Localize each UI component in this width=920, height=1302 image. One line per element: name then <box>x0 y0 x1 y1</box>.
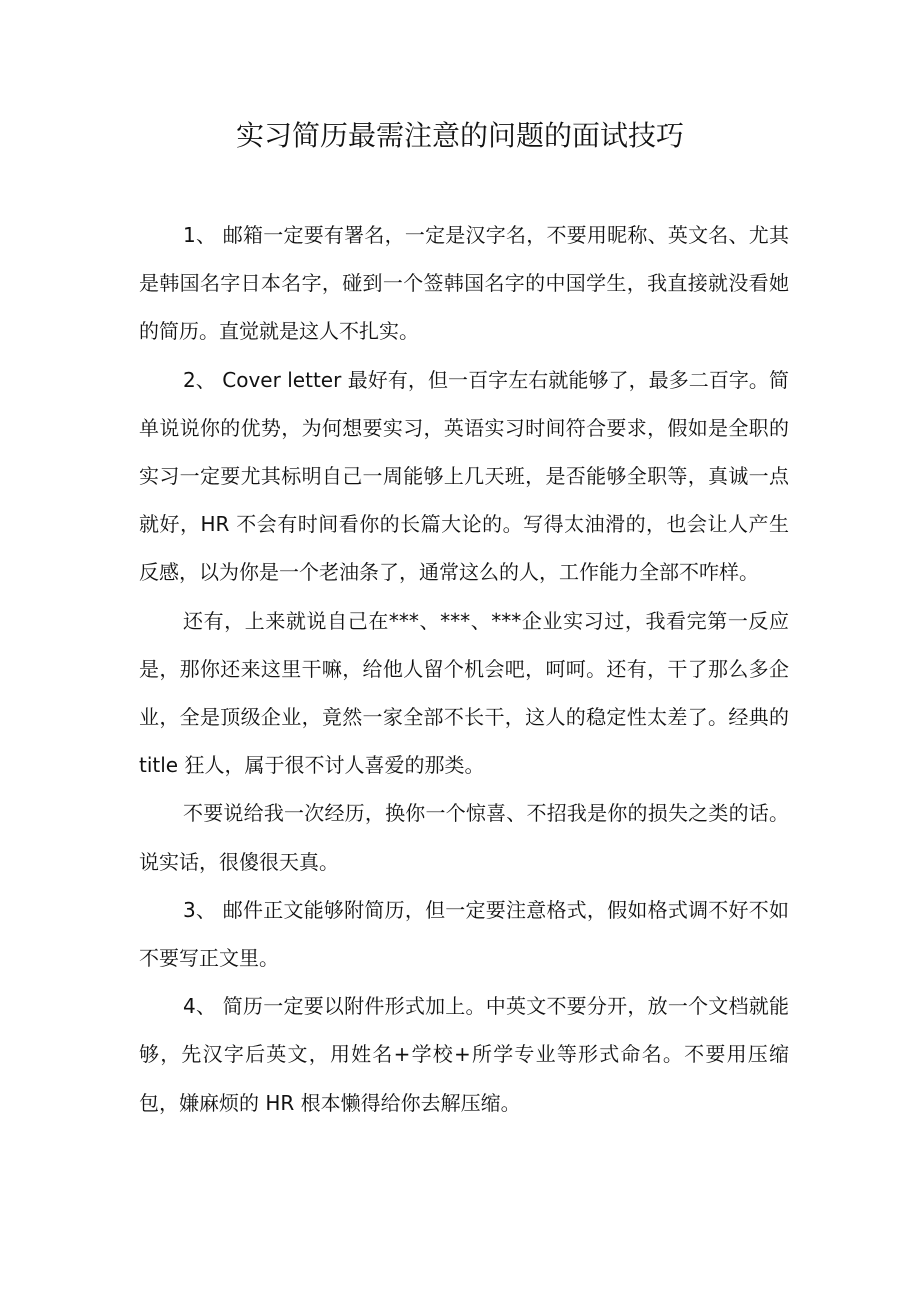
document-body <box>139 211 789 1127</box>
paragraph-3: 还有，上来就说自己在***、***、***企业实习过，我看完第一反应是，那你还来这里干嘛，给他人留个机会吧，呵呵。还有，干了那么多企业，全是顶级企业，竟然一家全部不长干，这人的稳定性太差了。经典的 title 狂人，属于很不讨人喜爱的那类。 <box>139 608 789 778</box>
paragraph-5: 3、 邮件正文能够附简历，但一定要注意格式，假如格式调不好不如不要写正文里。 <box>139 897 789 971</box>
paragraph-1: 1、 邮箱一定要有署名，一定是汉字名，不要用昵称、英文名、尤其是韩国名字日本名字，碰到一个签韩国名字的中国学生，我直接就没看她的简历。直觉就是这人不扎实。 <box>139 223 789 344</box>
paragraph-2: 2、 Cover letter 最好有，但一百字左右就能够了，最多二百字。简单说说你的优势，为何想要实习，英语实习时间符合要求，假如是全职的实习一定要尤其标明自己一周能够上几天班，是否能够全职等，真诚一点就好，HR 不会有时间看你的长篇大论的。写得太油滑的，也会让人产生反感，以为你是一个老油条了，通常这么的人，工作能力全部不咋样。 <box>139 367 789 585</box>
document-title: 实习简历最需注意的问题的面试技巧 <box>235 119 684 152</box>
paragraph-4: 不要说给我一次经历，换你一个惊喜、不招我是你的损失之类的话。说实话，很傻很天真。 <box>139 801 789 874</box>
paragraph-6: 4、 简历一定要以附件形式加上。中英文不要分开，放一个文档就能够，先汉字后英文，用姓名+学校+所学专业等形式命名。不要用压缩包，嫌麻烦的 HR 根本懒得给你去解压缩。 <box>139 994 789 1115</box>
